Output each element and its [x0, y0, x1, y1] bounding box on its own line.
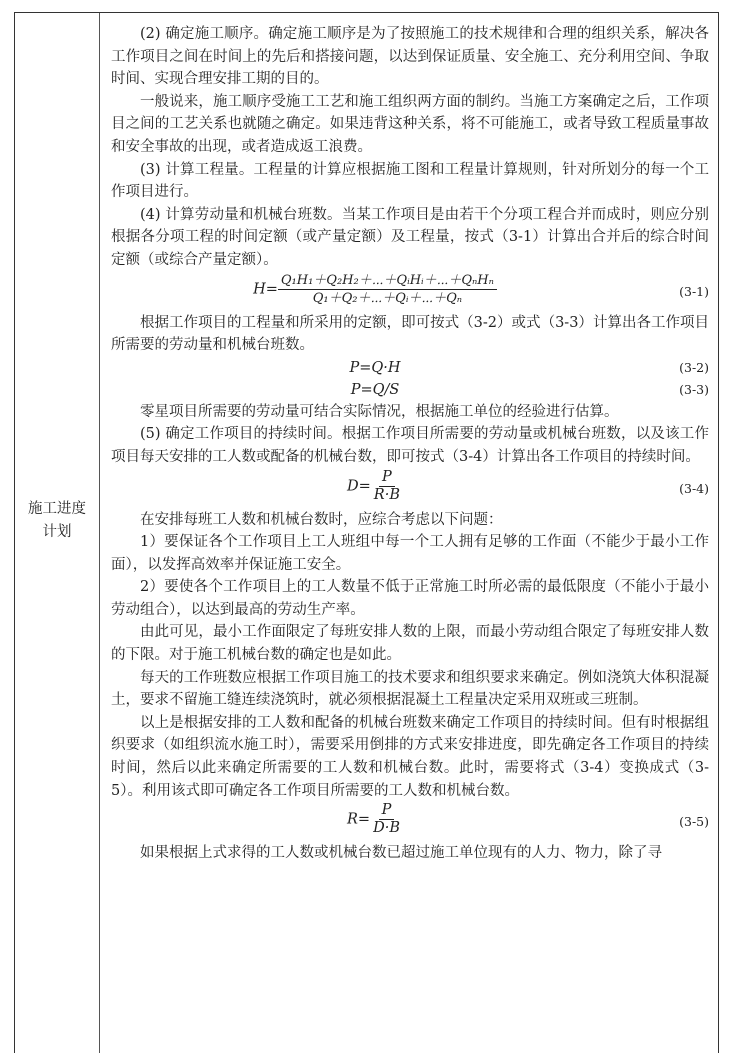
row-label-line2: 计划	[42, 524, 72, 540]
equation-lhs: D=	[347, 478, 371, 494]
equation-lhs: H=	[253, 281, 278, 298]
paragraph: 在安排每班工人数和机械台数时，应综合考虑以下问题：	[140, 511, 503, 528]
paragraph: 2）要使各个工作项目上的工人数量不低于正常施工时所必需的最低限度（不能小于最小劳动组合），以达到最高的劳动生产率。	[111, 579, 709, 618]
equation-body: P=Q·H	[349, 359, 401, 376]
paragraph: 零星项目所需要的劳动量可结合实际情况，根据施工单位的经验进行估算。	[140, 403, 619, 420]
equation-number: (3-5)	[679, 814, 709, 830]
equation-number: (3-2)	[679, 359, 709, 375]
paragraph: 一般说来，施工顺序受施工工艺和施工组织两方面的制约。当施工方案确定之后，工作项目之间的工艺关系也就随之确定。如果违背这种关系，将不可能施工，或者导致工程质量事故和安全事故的出现，或者造成返工浪费。	[111, 93, 709, 155]
row-label-line1: 施工进度	[28, 501, 86, 517]
equation-lhs: R=	[347, 811, 371, 828]
paragraph: (5) 确定工作项目的持续时间。根据工作项目所需要的劳动量或机械台班数，以及该工作项目每天安排的工人数或配备的机械台数，即可按式（3-4）计算出各工作项目的持续时间。	[111, 426, 709, 465]
paragraph: (4) 计算劳动量和机械台班数。当某工作项目是由若干个分项工程合并而成时，则应分别根据各分项工程的时间定额（或产量定额）及工程量，按式（3-1）计算出合并后的综合时间定额（或综合产量定额）。	[111, 206, 709, 268]
content-cell	[111, 23, 709, 865]
row-label	[15, 498, 99, 544]
equation-number: (3-3)	[679, 381, 709, 397]
equation-denominator: R·B	[373, 486, 400, 503]
paragraph: (3) 计算工程量。工程量的计算应根据施工图和工程量计算规则，针对所划分的每一个工作项目进行。	[111, 161, 709, 201]
paragraph: 1）要保证各个工作项目上工人班组中每一个工人拥有足够的工作面（不能少于最小工作面），以发挥高效率并保证施工安全。	[111, 534, 709, 573]
equation-3-3	[111, 379, 709, 401]
equation-body: P=Q/S	[350, 381, 400, 398]
equation-number: (3-4)	[679, 480, 709, 496]
equation-numerator: Q₁H₁＋Q₂H₂＋⋯＋QᵢHᵢ＋⋯＋QₙHₙ	[278, 272, 497, 290]
equation-3-1	[111, 272, 709, 312]
content-table	[14, 12, 719, 1053]
equation-3-5	[111, 802, 709, 842]
paragraph: 由此可见，最小工作面限定了每班安排人数的上限，而最小劳动组合限定了每班安排人数的下限。对于施工机械台数的确定也是如此。	[111, 624, 709, 664]
equation-numerator: P	[379, 802, 395, 820]
equation-3-2	[111, 357, 709, 379]
paragraph: 每天的工作班数应根据工作项目施工的技术要求和组织要求来确定。例如浇筑大体积混凝土，要求不留施工缝连续浇筑时，就必须根据混凝土工程量决定采用双班或三班制。	[111, 669, 709, 709]
equation-denominator: D·B	[373, 820, 400, 837]
column-divider	[99, 13, 100, 1053]
paragraph: (2) 确定施工顺序。确定施工顺序是为了按照施工的技术规律和合理的组织关系，解决各工作项目之间在时间上的先后和搭接问题，以达到保证质量、安全施工、充分利用空间、争取时间、实现合理安排工期的目的。	[111, 26, 709, 88]
equation-denominator: Q₁＋Q₂＋⋯＋Qᵢ＋⋯＋Qₙ	[312, 290, 463, 306]
paragraph: 如果根据上式求得的工人数或机械台数已超过施工单位现有的人力、物力，除了寻	[140, 845, 662, 862]
equation-numerator: P	[379, 469, 395, 487]
paragraph: 根据工作项目的工程量和所采用的定额，即可按式（3-2）或式（3-3）计算出各工作项目所需要的劳动量和机械台班数。	[111, 314, 709, 354]
equation-number: (3-1)	[679, 283, 709, 299]
equation-3-4	[111, 469, 709, 509]
paragraph: 以上是根据安排的工人数和配备的机械台班数来确定工作项目的持续时间。但有时根据组织要求（如组织流水施工时），需要采用倒排的方式来安排进度，即先确定各工作项目的持续时间，然后以此来确定所需要的工人数和机械台数。此时，需要将式（3-4）变换成式（3-5）。利用该式即可确定各工作项目所需要的工人数和机械台数。	[111, 714, 709, 799]
